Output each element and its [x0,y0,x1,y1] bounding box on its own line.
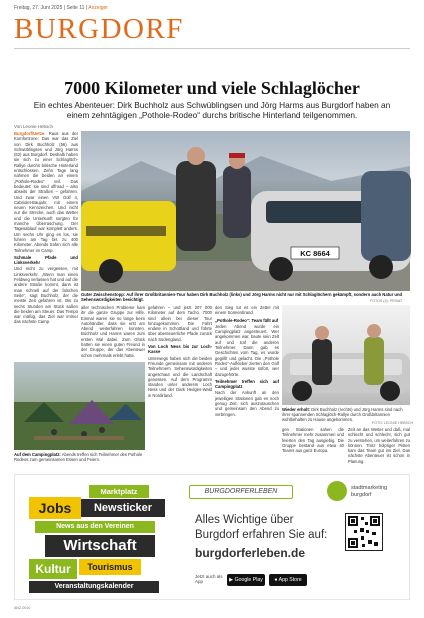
apple-icon: ● [274,577,278,583]
stadtmarketing-logo-mark [327,481,347,501]
column-1-text: Raus aus der Komfortzone: Das war das Ziel von Dirk Buchholz (56) aus Schwüblingsen und Jörg Harms (62) aus Burgdorf. Deshalb haben sie sich zu einer Schlaglöch-Rallye durchs britische Hinterland entschlossen. Zehn Tage lang nahmen die beiden an einem „Pothole-Rodeo“ teil. Das bedeutet: sie sind offroad – also abseits der Straßen – gefahren. Und zwar einen VW Golf 4, Cabriolet-Baujahr, mit einem neuen Kennzeichen. Und nicht nur die Strecke, auch das Wetter und die Unterkunft sorgten für manche Überraschung. Der Tagesablauf war komplett anders. Um sechs Uhr ging es los, sie fuhren am Tag bis zu 400 Kilometer. Abends trafen sich alle Teilnehmer im Camp. [14,131,78,253]
camping-photo-scene [14,362,145,450]
main-photo-caption [81,292,410,302]
ad-url-link[interactable]: burgdorferleben.de [195,546,306,560]
main-photo [81,131,410,291]
main-photo-credit: FOTOS (3): PRIVAT [370,299,403,303]
camping-caption-text: Abends treffen sich Teilnehmer des Pothole Rodeos zum gemeinsamen Essen und Feiern. [14,452,143,462]
ad-tile-jobs: Jobs [29,497,81,519]
stadtmarketing-logo-line2: burgdorf [351,492,372,498]
issue-date-line [14,5,108,11]
advertisement-burgdorferleben[interactable] [14,474,410,600]
ad-text-line2: Burgdorf erfahren Sie auf: [195,529,328,541]
app-store-label: App Store [278,577,302,583]
column-5-text: gen Stationen sahen die Teilnehmer mehr zusammen und feierten den Tag ausgiebig. Die Gruppe bestand aus etwa 40 Teams aus ganz Europa. [282,427,344,454]
article-column-4 [215,305,279,465]
footnote: ANZ-0010 [14,606,31,610]
google-play-button[interactable] [227,574,265,586]
ad-tile-tourismus: Tourismus [79,559,141,575]
column-3-text-2: Unterwegs haben sich die beiden Freunde gemeinsam mit anderen Teilnehmern Sehenswürdigkeiten angeschaut und die Landschaft genossen. Auf dem Programm standen unter anderem Loch Ness und der Dark Hedges-Wald in Nordirland. [148,355,212,398]
dateline: Burgdorf/Uetze. [14,131,46,136]
stadtmarketing-logo-line1: stadtmarketing [351,485,388,491]
main-photo-scene [81,131,410,291]
ad-tile-veranstaltungskalender: Veranstaltungskalender [29,581,159,593]
portrait-photo [282,305,410,405]
column-4-text-3: Nach der Ankunft an den jeweiligen Stationen gab es noch genug Zeit, sich auszutauschen und gemeinsam den Abend zu verbringen. [215,390,279,417]
portrait-photo-caption [282,407,410,422]
masthead: BURGDORF [14,13,184,45]
ad-tile-kultur: Kultur [29,559,77,579]
article-column-1 [14,131,78,325]
main-caption-text: Guter Zwischenstopp: Auf ihrer Großbritannien-Tour haben Dirk Buchholz (links) und Jörg Harms nicht nur mit Schlaglöchern gekämpft, sondern auch Natur und Sehenswürdigkeiten besichtigt. [81,292,403,302]
portrait-photo-credit: FOTO: LEONIE HEBSCH [372,421,414,425]
article-column-3 [148,305,212,465]
app-store-button[interactable] [269,574,307,586]
portrait-caption-bold: Wieder erholt: [282,407,311,412]
ad-text-line1: Alles Wichtige über [195,514,294,526]
section-label: Anzeiger [88,5,108,11]
burgdorferleben-logo: BURGDORFERLEBEN [189,485,293,499]
ad-tile-newsticker: Newsticker [81,499,165,517]
column-2-text: aller technischen Probleme kam ihr die ganze Gruppe zur Hilfe. Einmal waren sie so lange beim Autohändler, dass sie erst am Abend weiterfahren konnten. Buchholz und Harms waren zum ersten Mal dabei. Zum Glück hatten sie einen guten Freund in der Gruppe, der das Abenteuer schon mehrmals erlebt hatte. [81,305,145,358]
ad-tile-news-vereine: News aus den Vereinen [35,521,155,533]
google-play-label: Google Play [234,577,263,583]
qr-code-icon[interactable] [345,513,383,551]
article-headline: 7000 Kilometer und viele Schlaglöcher [64,78,360,98]
column-3-subhead: Von Loch Ness bis zur Loch-Kasse [148,344,212,355]
license-plate: KC 8664 [300,249,330,258]
app-label: Jetzt auch als App [195,574,223,584]
masthead-rule [14,48,410,49]
column-6-text: Zeit an das Wetter und daß, mal schlecht und schlecht, sich gut zu verstehen, um weiterfahren zu können. Trotz holpriger Pisten kam das Team gut ins Ziel. Das nächste Abenteuer ist schon in Planung. [348,427,410,464]
column-4-subhead-2: Teilnehmer treffen sich auf Campingplatz [215,378,279,390]
article-subheadline: Ein echtes Abenteuer: Dirk Buchholz aus Schwüblingsen und Jörg Harms aus Burgdorf haben an einem zehntägigen „Pothole-Rodeo“ durchs britische Hinterland teilgenommen. [33,100,391,120]
article-column-2 [81,305,145,365]
column-4-subhead: „Pothole-Rodeo“: Team fällt auf [215,317,279,323]
column-4-text-2: Jeden Abend wurde ein Campingplatz angesteuert. Wer angekommen war, baute sein Zelt auf und traf die anderen Teilnehmer. Dann gab es Geschichten vom Tag, es wurde gegrillt und gelacht. Die „Pothole Rodeo“-Aufkleber zierten den Golf – und jeder wusste sofort, wer dazugehörte. [215,323,279,377]
camping-photo [14,362,145,450]
camping-caption-bold: Auf dem Campingplatz: [14,452,61,457]
byline: Von Leonie Hebsch [14,124,54,129]
column-1-text-2: Und nicht zu vergessen, mit Linksverkehr. „Wenn man einen Feldweg verlassen hat und auf die andere Straße kommt, dann ist man schnell auf der falschen Seite“, sagt Buchholz, der die meiste Zeit gefahren ist. Bis zu sechs Stunden am Stück saßen die beiden am Steuer. Das Tempo war mäßig, das Ziel war immer das nächste Camp. [14,266,78,325]
portrait-caption-text: Dirk Buchholz (rechts) und Jörg Harms sind nach ihrer spannenden Schlaglöch-Rallye durch Großbritannien wohlbehalten zu Hause angekommen. [282,407,403,422]
column-1-subhead: Schmale Pfade und Linksverkehr [14,254,78,266]
issue-date: Freitag, 27. Juni 2025 | Seite 11 | [14,5,88,11]
google-play-icon: ▶ [229,577,234,583]
ad-tile-marktplatz: Marktplatz [89,485,149,498]
column-3-text: gefahren – und jetzt 207 000 Kilometer auf dem Tacho. 7000 sind allein bei dieser Tour hinzugekommen. Die Fahrt endete in Schottland und führte über abenteuerliche Pfade zurück nach Südengland. [148,305,212,342]
column-4-text: den Sieg tut es ein Zettel mit einem Sonnenbrand. [215,305,279,316]
portrait-photo-scene [282,305,410,405]
stadtmarketing-logo [351,485,387,499]
article-column-6 [348,427,410,467]
article-column-5 [282,427,344,467]
ad-tile-wirtschaft: Wirtschaft [45,535,155,557]
camping-photo-caption [14,452,145,462]
qr-code-graphic [346,514,382,550]
